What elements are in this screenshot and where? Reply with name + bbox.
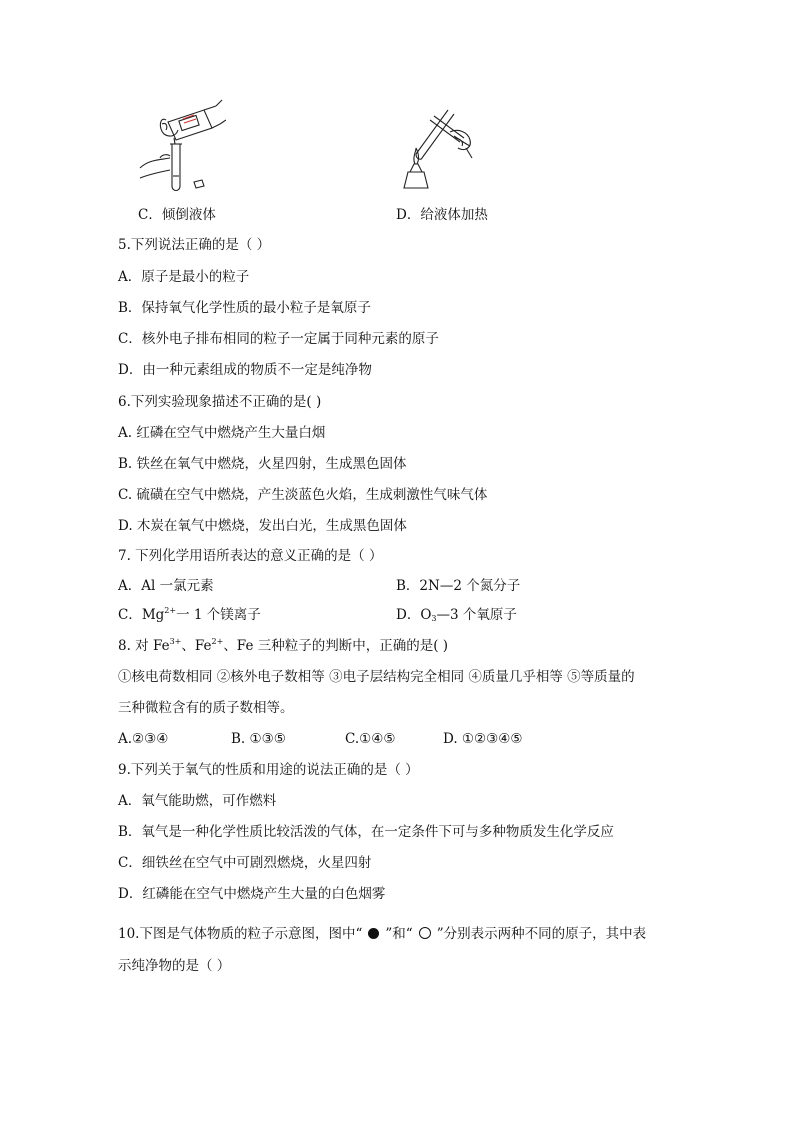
question-7-stem: 7. 下列化学用语所表达的意义正确的是（ ） xyxy=(118,548,383,564)
question-5-option-a: A．原子是最小的粒子 xyxy=(118,269,250,285)
question-8-statements-line-1: ①核电荷数相同 ②核外电子数相等 ③电子层结构完全相同 ④质量几乎相等 ⑤等质量的 xyxy=(118,669,635,685)
question-6-stem: 6.下列实验现象描述不正确的是( ) xyxy=(118,394,322,410)
question-9-stem: 9.下列关于氧气的性质和用途的说法正确的是（ ） xyxy=(118,762,419,778)
question-8-option-b: B. ①③⑤ xyxy=(231,731,286,747)
question-9-option-b: B．氧气是一种化学性质比较活泼的气体，在一定条件下可与多种物质发生化学反应 xyxy=(118,824,614,840)
question-7-option-d: D．$O_3—3$ 个氧原子 xyxy=(396,607,517,623)
question-6-option-c: C. 硫磺在空气中燃烧，产生淡蓝色火焰，生成刺激性气味气体 xyxy=(118,487,488,503)
question-10-stem-line-2: 示纯净物的是（ ） xyxy=(118,958,231,974)
question-5-option-d: D．由一种元素组成的物质不一定是纯净物 xyxy=(118,362,372,378)
white-atom-icon xyxy=(419,927,431,939)
question-5-option-c: C．核外电子排布相同的粒子一定属于同种元素的原子 xyxy=(118,331,439,347)
question-7-option-a: A．Al 一氯元素 xyxy=(118,578,214,594)
question-5-option-b: B．保持氧气化学性质的最小粒子是氧原子 xyxy=(118,300,371,316)
question-7-option-b: B．2N—2 个氮分子 xyxy=(396,578,521,594)
question-9-option-a: A．氧气能助燃，可作燃料 xyxy=(118,793,277,809)
question-8-statements-line-2: 三种微粒含有的质子数相等。 xyxy=(118,700,294,716)
question-8-option-a: A.②③④ xyxy=(118,731,169,747)
question-6-option-d: D. 木炭在氧气中燃烧，发出白光，生成黑色固体 xyxy=(118,518,407,534)
caption-c: C．倾倒液体 xyxy=(138,207,216,223)
question-9-option-c: C．细铁丝在空气中可剧烈燃烧，火星四射 xyxy=(118,855,372,871)
question-8-option-d: D. ①②③④⑤ xyxy=(443,731,523,747)
heat-liquid-illustration xyxy=(394,98,474,194)
question-5-stem: 5.下列说法正确的是（ ） xyxy=(118,237,271,253)
question-8-option-c: C.①④⑤ xyxy=(345,731,396,747)
pour-liquid-illustration xyxy=(136,98,226,194)
black-atom-icon xyxy=(368,928,379,939)
question-8-stem: 8. 对 $Fe^{3+}$、$Fe^{2+}$、Fe 三种粒子的判断中，正确的是( ) xyxy=(118,637,449,654)
question-10-stem: 10.下图是气体物质的粒子示意图，图中“ ”和“ ”分别表示两种不同的原子，其中表 xyxy=(118,926,647,942)
question-9-option-d: D．红磷能在空气中燃烧产生大量的白色烟雾 xyxy=(118,886,386,902)
caption-d: D．给液体加热 xyxy=(396,207,488,223)
question-7-option-c: C．$Mg^{2+}$一 1 个镁离子 xyxy=(118,606,261,623)
question-6-option-a: A. 红磷在空气中燃烧产生大量白烟 xyxy=(118,425,326,441)
question-6-option-b: B. 铁丝在氧气中燃烧，火星四射，生成黑色固体 xyxy=(118,456,407,472)
